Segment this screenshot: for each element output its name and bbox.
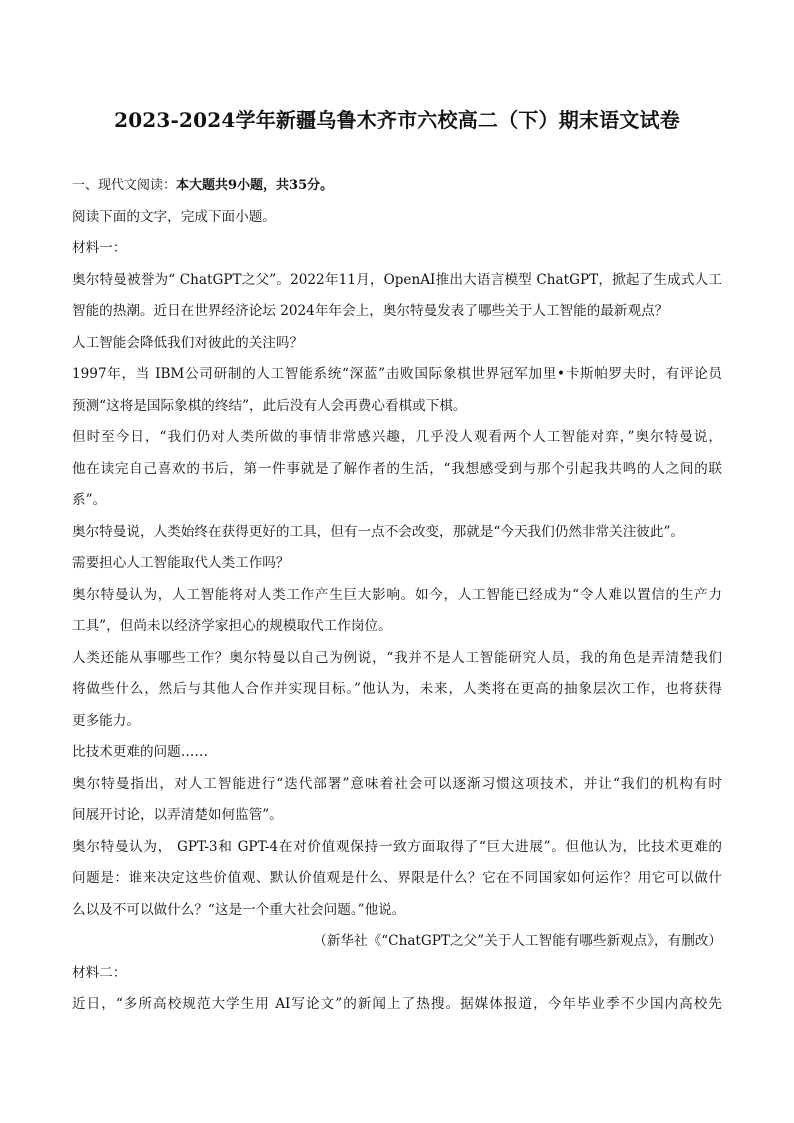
text-line: 人类还能从事哪些工作？奥尔特曼以自己为例说，“我并不是人工智能研究人员，我的角色是弄清楚我们 [72, 649, 722, 666]
material-heading: 材料二： [72, 964, 127, 981]
subheading: 比技术更难的问题…… [72, 744, 208, 760]
subheading: 人工智能会降低我们对彼此的关注吗？ [72, 334, 304, 351]
section-heading [72, 170, 722, 202]
text-line: 奥尔特曼说，人类始终在获得更好的工具，但有一点不会改变，那就是“今天我们仍然非常关注彼此”。 [72, 523, 685, 540]
text-line: 更多能力。 [72, 712, 140, 729]
source-citation: （新华社《“ChatGPT之父”关于人工智能有哪些新观点》，有删改） [313, 933, 722, 949]
section-detail: 本大题共9小题，共35分。 [176, 178, 334, 193]
text-line: 智能的热潮。近日在世界经济论坛 2024年年会上，奥尔特曼发表了哪些关于人工智能的最新观点？ [72, 303, 669, 319]
subheading: 需要担心人工智能取代人类工作吗？ [72, 555, 290, 571]
text-line: 间展开讨论，以弄清楚如何监管”。 [72, 807, 283, 823]
section-prefix: 一、现代文阅读： [72, 178, 177, 193]
text-line: 他在读完自己喜欢的书后，第一件事就是了解作者的生活，“我想感受到与那个引起我共鸣的人之间的联 [72, 460, 722, 477]
text-line: 奥尔特曼被誉为“ ChatGPT之父”。2022年11月，OpenAI推出大语言模型 ChatGPT，掀起了生成式人工 [72, 271, 722, 288]
text-line: 系”。 [72, 492, 107, 508]
material-heading: 材料一： [72, 240, 127, 256]
text-line: 问题是：谁来决定这些价值观、默认价值观是什么、界限是什么？它在不同国家如何运作？用它可以做什 [72, 870, 722, 886]
text-line: 阅读下面的文字，完成下面小题。 [72, 208, 276, 225]
page-title: 2023-2024学年新疆乌鲁木齐市六校高二（下）期末语文试卷 [114, 108, 680, 132]
document-body [72, 170, 722, 1021]
text-line: 奥尔特曼认为，人工智能将对人类工作产生巨大影响。如今，人工智能已经成为“令人难以置信的生产力 [72, 586, 722, 603]
text-line: 将做些什么，然后与其他人合作并实现目标。”他认为，未来，人类将在更高的抽象层次工作，也将获得 [72, 681, 722, 697]
text-line: 预测“这将是国际象棋的终结”，此后没有人会再费心看棋或下棋。 [72, 397, 467, 414]
text-line: 但时至今日，“我们仍对人类所做的事情非常感兴趣，几乎没人观看两个人工智能对弈，”奥尔特曼说， [72, 429, 722, 445]
text-line: 1997年，当 IBM公司研制的人工智能系统“深蓝”击败国际象棋世界冠军加里•卡斯帕罗夫时，有评论员 [72, 366, 722, 382]
text-line: 么以及不可以做什么？“这是一个重大社会问题。”他说。 [72, 901, 406, 918]
text-line: 奥尔特曼指出，对人工智能进行“迭代部署”意味着社会可以逐渐习惯这项技术，并让“我们的机构有时 [72, 775, 722, 792]
text-line: 工具”，但尚未以经济学家担心的规模取代工作岗位。 [72, 618, 392, 634]
text-line: 奥尔特曼认为， GPT-3和 GPT-4在对价值观保持一致方面取得了“巨大进展”。但他认为，比技术更难的 [72, 838, 722, 855]
text-line: 近日，“多所高校规范大学生用 AI写论文”的新闻上了热搜。据媒体报道，今年毕业季不少国内高校先 [72, 996, 722, 1012]
